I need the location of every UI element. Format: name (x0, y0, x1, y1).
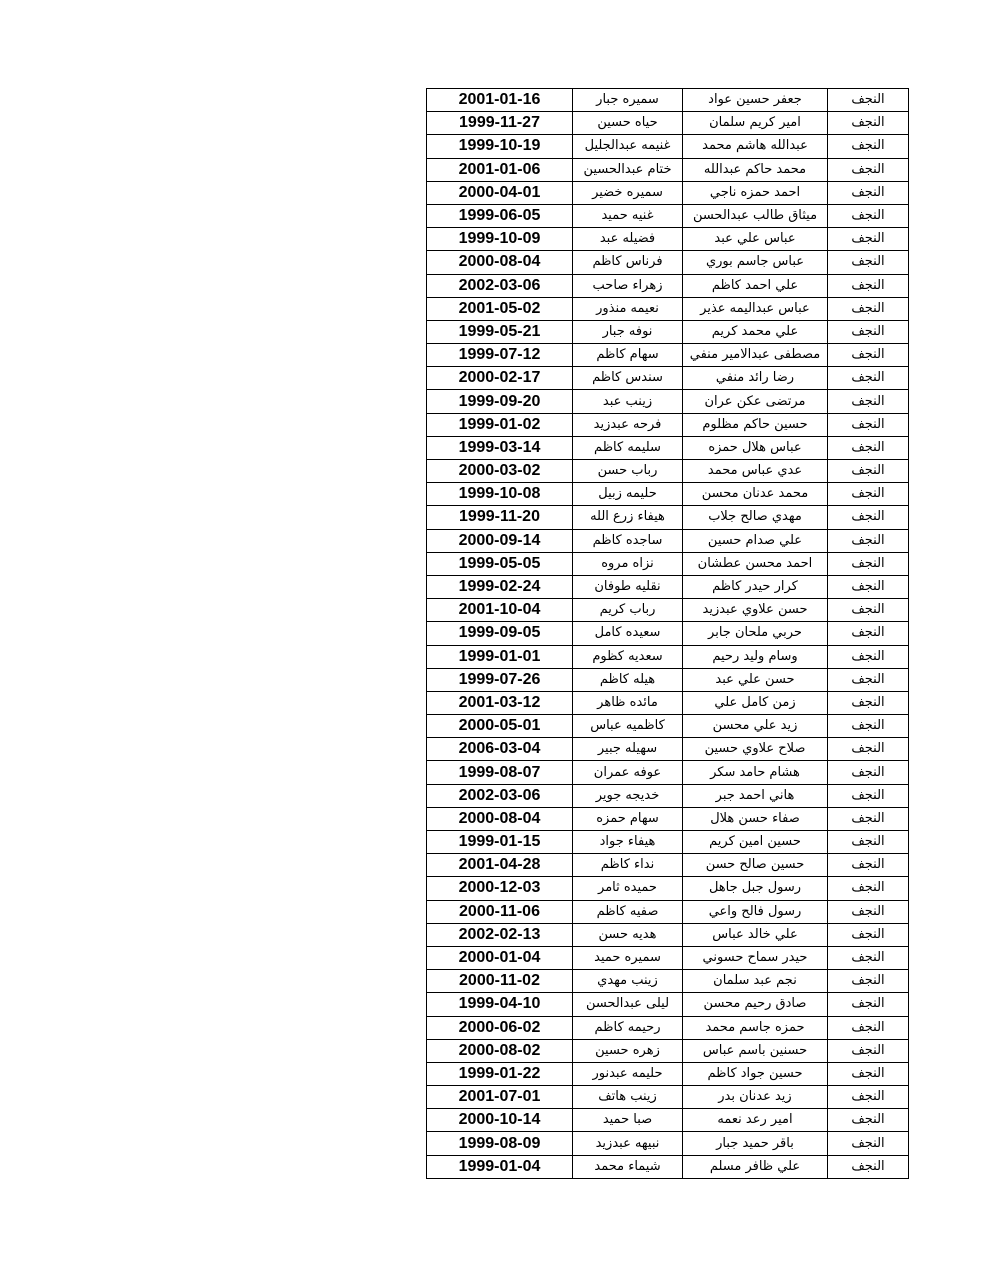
city-cell: النجف (828, 483, 909, 506)
birth-date-cell: 1999-11-27 (427, 112, 573, 135)
city-cell: النجف (828, 112, 909, 135)
birth-date-cell: 2001-03-12 (427, 691, 573, 714)
city-cell: النجف (828, 1155, 909, 1178)
birth-date-cell: 1999-09-05 (427, 622, 573, 645)
mother-name-cell: سميره حميد (573, 946, 683, 969)
table-row (427, 1016, 909, 1039)
full-name-cell: مهدي صالح جلاب (683, 506, 828, 529)
mother-name-cell: نداء كاظم (573, 854, 683, 877)
city-cell: النجف (828, 1086, 909, 1109)
city-cell: النجف (828, 1062, 909, 1085)
mother-name-cell: زينب مهدي (573, 970, 683, 993)
city-cell: النجف (828, 158, 909, 181)
mother-name-cell: سميره جبار (573, 89, 683, 112)
mother-name-cell: مائده ظاهر (573, 691, 683, 714)
city-cell: النجف (828, 599, 909, 622)
full-name-cell: علي صدام حسين (683, 529, 828, 552)
city-cell: النجف (828, 297, 909, 320)
full-name-cell: عبدالله هاشم محمد (683, 135, 828, 158)
birth-date-cell: 2000-08-02 (427, 1039, 573, 1062)
full-name-cell: محمد عدنان محسن (683, 483, 828, 506)
table-row (427, 413, 909, 436)
city-cell: النجف (828, 552, 909, 575)
full-name-cell: عباس عبداليمه عذير (683, 297, 828, 320)
birth-date-cell: 2000-08-04 (427, 807, 573, 830)
mother-name-cell: فرحه عبدزيد (573, 413, 683, 436)
city-cell: النجف (828, 1016, 909, 1039)
table-row (427, 529, 909, 552)
table-row (427, 344, 909, 367)
mother-name-cell: زينب هاتف (573, 1086, 683, 1109)
full-name-cell: امير رعد نعمه (683, 1109, 828, 1132)
city-cell: النجف (828, 228, 909, 251)
city-cell: النجف (828, 854, 909, 877)
full-name-cell: كرار حيدر كاظم (683, 575, 828, 598)
birth-date-cell: 2001-01-16 (427, 89, 573, 112)
table-row (427, 367, 909, 390)
full-name-cell: رسول جبل جاهل (683, 877, 828, 900)
mother-name-cell: حليمه عبدنور (573, 1062, 683, 1085)
birth-date-cell: 2000-01-04 (427, 946, 573, 969)
city-cell: النجف (828, 1132, 909, 1155)
birth-date-cell: 2002-03-06 (427, 784, 573, 807)
city-cell: النجف (828, 877, 909, 900)
full-name-cell: علي ظافر مسلم (683, 1155, 828, 1178)
city-cell: النجف (828, 390, 909, 413)
mother-name-cell: زينب عبد (573, 390, 683, 413)
birth-date-cell: 1999-02-24 (427, 575, 573, 598)
full-name-cell: باقر حميد جبار (683, 1132, 828, 1155)
table-row (427, 1062, 909, 1085)
birth-date-cell: 2000-03-02 (427, 460, 573, 483)
table-row (427, 1086, 909, 1109)
table-row (427, 622, 909, 645)
table-row (427, 552, 909, 575)
full-name-cell: صفاء حسن هلال (683, 807, 828, 830)
birth-date-cell: 2000-11-02 (427, 970, 573, 993)
table-row (427, 1155, 909, 1178)
city-cell: النجف (828, 575, 909, 598)
full-name-cell: مصطفى عبدالامير منفي (683, 344, 828, 367)
table-row (427, 436, 909, 459)
table-row (427, 460, 909, 483)
city-cell: النجف (828, 460, 909, 483)
records-table (426, 88, 909, 1179)
mother-name-cell: ختام عبدالحسين (573, 158, 683, 181)
city-cell: النجف (828, 784, 909, 807)
city-cell: النجف (828, 900, 909, 923)
birth-date-cell: 2006-03-04 (427, 738, 573, 761)
birth-date-cell: 2000-10-14 (427, 1109, 573, 1132)
birth-date-cell: 1999-01-01 (427, 645, 573, 668)
table-row (427, 668, 909, 691)
city-cell: النجف (828, 181, 909, 204)
mother-name-cell: هيله كاظم (573, 668, 683, 691)
table-row (427, 506, 909, 529)
city-cell: النجف (828, 251, 909, 274)
full-name-cell: عباس علي عبد (683, 228, 828, 251)
table-row (427, 1039, 909, 1062)
mother-name-cell: حياه حسين (573, 112, 683, 135)
birth-date-cell: 2001-07-01 (427, 1086, 573, 1109)
full-name-cell: زيد علي محسن (683, 715, 828, 738)
mother-name-cell: سعديه كظوم (573, 645, 683, 668)
table-row (427, 784, 909, 807)
birth-date-cell: 1999-08-07 (427, 761, 573, 784)
mother-name-cell: نعيمه منذور (573, 297, 683, 320)
mother-name-cell: نوفه جبار (573, 320, 683, 343)
table-row (427, 228, 909, 251)
birth-date-cell: 2002-03-06 (427, 274, 573, 297)
table-row (427, 320, 909, 343)
birth-date-cell: 1999-10-19 (427, 135, 573, 158)
city-cell: النجف (828, 367, 909, 390)
records-table-body (427, 89, 909, 1179)
birth-date-cell: 1999-07-26 (427, 668, 573, 691)
table-row (427, 575, 909, 598)
birth-date-cell: 2001-05-02 (427, 297, 573, 320)
table-row (427, 645, 909, 668)
table-row (427, 599, 909, 622)
full-name-cell: جعفر حسين عواد (683, 89, 828, 112)
city-cell: النجف (828, 645, 909, 668)
city-cell: النجف (828, 529, 909, 552)
city-cell: النجف (828, 946, 909, 969)
city-cell: النجف (828, 135, 909, 158)
birth-date-cell: 1999-09-20 (427, 390, 573, 413)
city-cell: النجف (828, 668, 909, 691)
table-row (427, 715, 909, 738)
mother-name-cell: نزاه مروه (573, 552, 683, 575)
birth-date-cell: 2000-12-03 (427, 877, 573, 900)
table-row (427, 946, 909, 969)
birth-date-cell: 1999-04-10 (427, 993, 573, 1016)
mother-name-cell: نقليه طوفان (573, 575, 683, 598)
table-row (427, 877, 909, 900)
mother-name-cell: هيفاء زرع الله (573, 506, 683, 529)
full-name-cell: حربي ملحان جابر (683, 622, 828, 645)
full-name-cell: علي خالد عباس (683, 923, 828, 946)
mother-name-cell: صبا حميد (573, 1109, 683, 1132)
mother-name-cell: كاظميه عباس (573, 715, 683, 738)
birth-date-cell: 1999-08-09 (427, 1132, 573, 1155)
mother-name-cell: زهره حسين (573, 1039, 683, 1062)
table-row (427, 158, 909, 181)
city-cell: النجف (828, 831, 909, 854)
city-cell: النجف (828, 204, 909, 227)
full-name-cell: ميثاق طالب عبدالحسن (683, 204, 828, 227)
table-row (427, 738, 909, 761)
table-row (427, 691, 909, 714)
table-row (427, 112, 909, 135)
city-cell: النجف (828, 761, 909, 784)
city-cell: النجف (828, 506, 909, 529)
mother-name-cell: سندس كاظم (573, 367, 683, 390)
table-row (427, 970, 909, 993)
birth-date-cell: 1999-05-21 (427, 320, 573, 343)
mother-name-cell: حليمه زبيل (573, 483, 683, 506)
birth-date-cell: 1999-07-12 (427, 344, 573, 367)
city-cell: النجف (828, 413, 909, 436)
mother-name-cell: عوفه عمران (573, 761, 683, 784)
mother-name-cell: فضيله عبد (573, 228, 683, 251)
full-name-cell: احمد محسن عطشان (683, 552, 828, 575)
birth-date-cell: 1999-03-14 (427, 436, 573, 459)
full-name-cell: صادق رحيم محسن (683, 993, 828, 1016)
full-name-cell: حسين صالح حسن (683, 854, 828, 877)
city-cell: النجف (828, 436, 909, 459)
table-row (427, 204, 909, 227)
table-row (427, 900, 909, 923)
mother-name-cell: هيفاء جواد (573, 831, 683, 854)
mother-name-cell: ليلى عبدالحسن (573, 993, 683, 1016)
mother-name-cell: شيماء محمد (573, 1155, 683, 1178)
full-name-cell: امير كريم سلمان (683, 112, 828, 135)
birth-date-cell: 1999-10-08 (427, 483, 573, 506)
full-name-cell: هشام حامد سكر (683, 761, 828, 784)
full-name-cell: حسن علاوي عبدزيد (683, 599, 828, 622)
birth-date-cell: 2002-02-13 (427, 923, 573, 946)
birth-date-cell: 2000-08-04 (427, 251, 573, 274)
table-row (427, 135, 909, 158)
birth-date-cell: 2000-09-14 (427, 529, 573, 552)
table-row (427, 1132, 909, 1155)
full-name-cell: علي احمد كاظم (683, 274, 828, 297)
full-name-cell: حيدر سماح حسوني (683, 946, 828, 969)
birth-date-cell: 2001-01-06 (427, 158, 573, 181)
full-name-cell: حسنين باسم عباس (683, 1039, 828, 1062)
full-name-cell: احمد حمزه ناجي (683, 181, 828, 204)
birth-date-cell: 1999-11-20 (427, 506, 573, 529)
birth-date-cell: 2000-11-06 (427, 900, 573, 923)
full-name-cell: حسين حاكم مظلوم (683, 413, 828, 436)
table-row (427, 923, 909, 946)
city-cell: النجف (828, 807, 909, 830)
full-name-cell: زمن كامل علي (683, 691, 828, 714)
full-name-cell: وسام وليد رحيم (683, 645, 828, 668)
full-name-cell: عباس هلال حمزه (683, 436, 828, 459)
birth-date-cell: 1999-01-02 (427, 413, 573, 436)
full-name-cell: زيد عدنان بدر (683, 1086, 828, 1109)
full-name-cell: رسول فالح واعي (683, 900, 828, 923)
full-name-cell: محمد حاكم عبدالله (683, 158, 828, 181)
table-row (427, 297, 909, 320)
city-cell: النجف (828, 320, 909, 343)
birth-date-cell: 1999-10-09 (427, 228, 573, 251)
city-cell: النجف (828, 89, 909, 112)
birth-date-cell: 1999-01-22 (427, 1062, 573, 1085)
table-row (427, 831, 909, 854)
table-row (427, 89, 909, 112)
city-cell: النجف (828, 274, 909, 297)
mother-name-cell: حميده ثامر (573, 877, 683, 900)
city-cell: النجف (828, 715, 909, 738)
birth-date-cell: 1999-06-05 (427, 204, 573, 227)
birth-date-cell: 1999-05-05 (427, 552, 573, 575)
mother-name-cell: خديجه جوير (573, 784, 683, 807)
mother-name-cell: ساجده كاظم (573, 529, 683, 552)
city-cell: النجف (828, 1109, 909, 1132)
mother-name-cell: نبيهه عبدزيد (573, 1132, 683, 1155)
city-cell: النجف (828, 993, 909, 1016)
mother-name-cell: سليمه كاظم (573, 436, 683, 459)
birth-date-cell: 2000-05-01 (427, 715, 573, 738)
full-name-cell: عدي عباس محمد (683, 460, 828, 483)
birth-date-cell: 1999-01-04 (427, 1155, 573, 1178)
mother-name-cell: زهراء صاحب (573, 274, 683, 297)
full-name-cell: عباس جاسم بوري (683, 251, 828, 274)
city-cell: النجف (828, 691, 909, 714)
table-row (427, 274, 909, 297)
full-name-cell: نجم عبد سلمان (683, 970, 828, 993)
birth-date-cell: 2001-04-28 (427, 854, 573, 877)
mother-name-cell: سهام حمزه (573, 807, 683, 830)
full-name-cell: حسين جواد كاظم (683, 1062, 828, 1085)
full-name-cell: حسين امين كريم (683, 831, 828, 854)
birth-date-cell: 1999-01-15 (427, 831, 573, 854)
city-cell: النجف (828, 738, 909, 761)
table-row (427, 1109, 909, 1132)
full-name-cell: علي محمد كريم (683, 320, 828, 343)
mother-name-cell: صفيه كاظم (573, 900, 683, 923)
full-name-cell: حمزه جاسم محمد (683, 1016, 828, 1039)
mother-name-cell: سهيله جبير (573, 738, 683, 761)
table-row (427, 854, 909, 877)
mother-name-cell: سميره خضير (573, 181, 683, 204)
city-cell: النجف (828, 344, 909, 367)
mother-name-cell: رباب كريم (573, 599, 683, 622)
full-name-cell: رضا رائد منفي (683, 367, 828, 390)
birth-date-cell: 2001-10-04 (427, 599, 573, 622)
mother-name-cell: رحيمه كاظم (573, 1016, 683, 1039)
mother-name-cell: رباب حسن (573, 460, 683, 483)
full-name-cell: حسن علي عبد (683, 668, 828, 691)
table-row (427, 181, 909, 204)
birth-date-cell: 2000-06-02 (427, 1016, 573, 1039)
mother-name-cell: غنيمه عبدالجليل (573, 135, 683, 158)
mother-name-cell: سعيده كامل (573, 622, 683, 645)
mother-name-cell: فرناس كاظم (573, 251, 683, 274)
city-cell: النجف (828, 970, 909, 993)
table-row (427, 807, 909, 830)
table-row (427, 483, 909, 506)
table-row (427, 993, 909, 1016)
birth-date-cell: 2000-04-01 (427, 181, 573, 204)
table-row (427, 761, 909, 784)
city-cell: النجف (828, 923, 909, 946)
full-name-cell: هاني احمد جبر (683, 784, 828, 807)
table-row (427, 390, 909, 413)
full-name-cell: صلاح علاوي حسين (683, 738, 828, 761)
table-row (427, 251, 909, 274)
full-name-cell: مرتضى عكن عران (683, 390, 828, 413)
city-cell: النجف (828, 622, 909, 645)
mother-name-cell: هديه حسن (573, 923, 683, 946)
mother-name-cell: سهام كاظم (573, 344, 683, 367)
birth-date-cell: 2000-02-17 (427, 367, 573, 390)
city-cell: النجف (828, 1039, 909, 1062)
mother-name-cell: غنيه حميد (573, 204, 683, 227)
